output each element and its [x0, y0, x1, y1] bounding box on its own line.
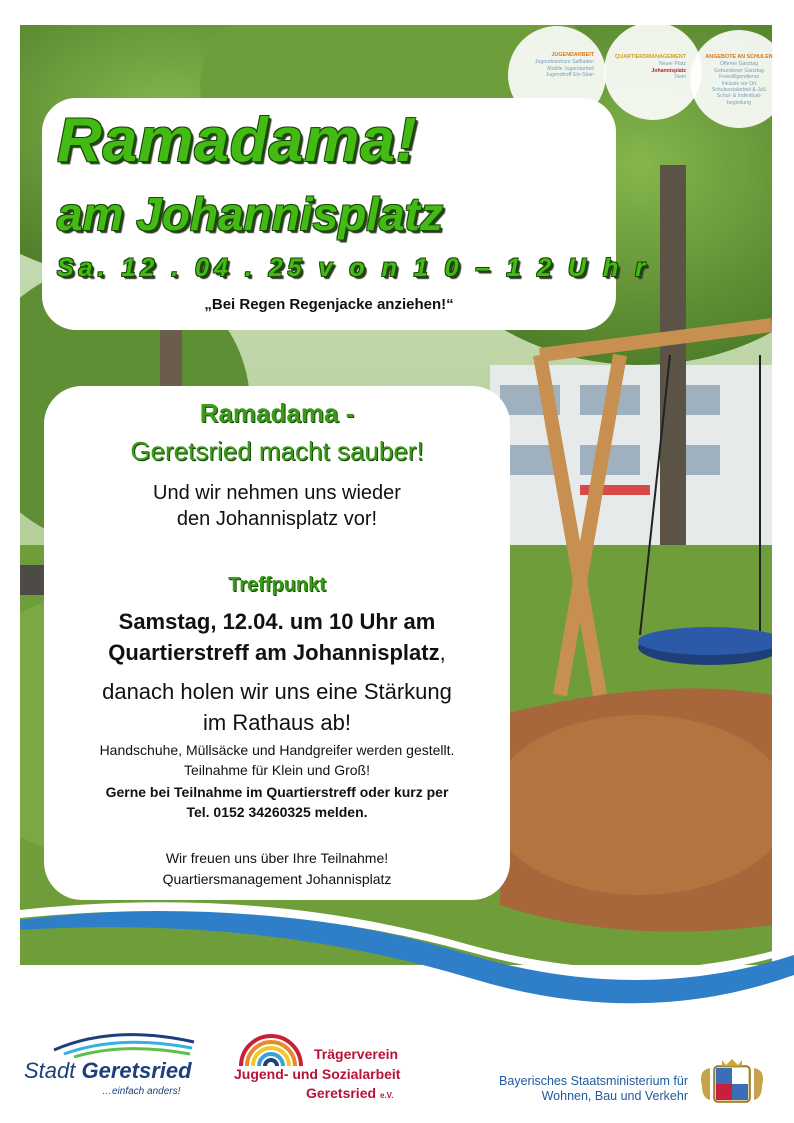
page-subtitle: am Johannisplatz [57, 188, 443, 240]
thanks-text [44, 848, 510, 890]
after-line: im Rathaus ab! [203, 710, 351, 735]
circle-heading: JUGENDARBEIT [551, 52, 594, 58]
circle-line: Offener Ganztag [719, 61, 759, 68]
contact-text [44, 782, 510, 822]
circle-quartiersmanagement [604, 22, 702, 120]
org-suffix: e.V. [379, 1091, 394, 1100]
supplies-line: Handschuhe, Müllsäcke und Handgreifer werden gestellt. [99, 742, 455, 758]
bavarian-crest-icon [696, 1056, 768, 1108]
blue-wave [0, 900, 794, 1030]
city-name-bold: Geretsried [81, 1058, 192, 1083]
circle-heading: ANGEBOTE AN SCHULEN [705, 54, 773, 60]
city-tagline: …einfach anders! [102, 1086, 181, 1097]
traegerverein-logo [234, 1028, 404, 1112]
circle-line: Gebundener Ganztag [714, 67, 764, 74]
supplies-text [44, 740, 510, 780]
circle-line: Stein [674, 74, 686, 81]
contact-line: Gerne bei Teilnahme im Quartierstreff oder kurz per [105, 784, 449, 800]
intro-text [44, 480, 510, 532]
circle-line: Schul- & Individual- [716, 93, 762, 100]
ministry-text [472, 1074, 688, 1104]
ministry-line: Bayerisches Staatsministerium für [499, 1074, 688, 1088]
intro-line: den Johannisplatz vor! [176, 508, 378, 530]
intro-line: Und wir nehmen uns wieder [153, 482, 401, 504]
after-line: danach holen wir uns eine Stärkung [102, 679, 452, 704]
page-title: Ramadama! [57, 106, 418, 175]
meeting-place: Quartierstreff am Johannisplatz [108, 640, 440, 665]
circle-line: Mobile Jugendarbeit [547, 65, 594, 72]
meeting-punct: , [439, 640, 446, 665]
after-text [44, 676, 510, 738]
meeting-heading: Treffpunkt [228, 574, 326, 596]
rainbow-icon [236, 1032, 306, 1068]
circle-line: Johannisplatz [651, 67, 686, 74]
stadt-geretsried-logo [24, 1028, 204, 1100]
org-city: Geretsried [306, 1085, 377, 1101]
thanks-line: Wir freuen uns über Ihre Teilnahme! [165, 850, 389, 866]
circle-line: Inklusiv vor Ort [721, 80, 757, 87]
meeting-line [44, 637, 510, 668]
info-heading: Ramadama - [199, 398, 355, 428]
city-prefix: Stadt [24, 1058, 82, 1083]
circle-line: Jugendtreff Ein-Stein [545, 72, 594, 79]
supplies-line: Teilnahme für Klein und Groß! [184, 762, 370, 778]
circle-line: Freiwilligendienst [719, 74, 759, 81]
org-line-2: Jugend- und Sozialarbeit [234, 1066, 401, 1082]
circle-line: Schulsozialarbeit & JaS [711, 87, 767, 94]
city-name [24, 1058, 192, 1084]
event-date: Sa. 12 . 04 . 25 v o n 1 0 – 1 2 U h r [57, 254, 650, 282]
circle-line: Neuer Platz [658, 61, 686, 68]
org-line-3 [306, 1085, 393, 1101]
info-subheading: Geretsried macht sauber! [130, 436, 424, 466]
rain-note: „Bei Regen Regenjacke anziehen!“ [204, 296, 454, 313]
signature-line: Quartiersmanagement Johannisplatz [162, 871, 392, 887]
circle-line: Jugendzentrum Saftladen [534, 59, 594, 66]
meeting-text [44, 606, 510, 668]
info-box [44, 386, 510, 900]
ministry-line: Wohnen, Bau und Verkehr [541, 1089, 688, 1103]
meeting-line: Samstag, 12.04. um 10 Uhr am [118, 609, 436, 634]
org-line-1: Trägerverein [314, 1046, 399, 1062]
circle-line: begleitung [727, 99, 751, 106]
circle-angebote-schulen [690, 30, 788, 128]
waves-icon [24, 1028, 204, 1058]
contact-line: Tel. 0152 34260325 melden. [186, 804, 368, 820]
circle-heading: QUARTIERSMANAGEMENT [615, 54, 686, 60]
